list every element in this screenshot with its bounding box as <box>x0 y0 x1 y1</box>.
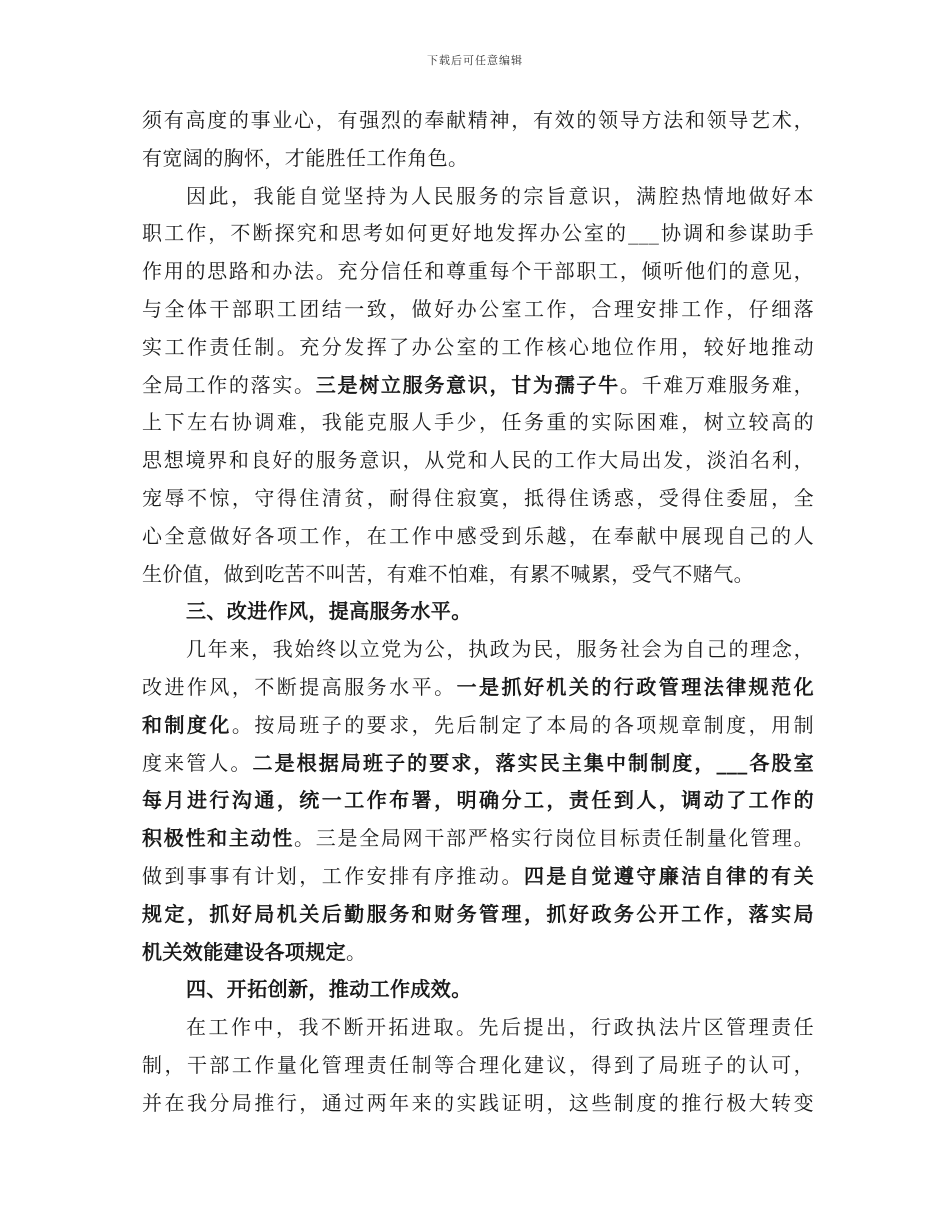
text-segment: 上下左右协调难，我能克服人手少，任务重的实际困难，树立较高的 <box>142 410 814 435</box>
text-line <box>142 329 814 367</box>
text-segment: 。 <box>346 939 367 964</box>
bold-text-segment: 和制度化 <box>142 712 232 737</box>
text-line <box>142 1047 814 1085</box>
text-segment: 制，干部工作量化管理责任制等合理化建议，得到了局班子的认可， <box>142 1052 814 1077</box>
document-body <box>142 102 814 1123</box>
text-line <box>142 1009 814 1047</box>
text-line <box>142 858 814 896</box>
text-line <box>142 934 814 972</box>
text-line <box>142 669 814 707</box>
text-line <box>142 215 814 253</box>
text-line <box>142 1085 814 1123</box>
text-segment: 生价值，做到吃苦不叫苦，有难不怕难，有累不喊累，受气不赌气。 <box>142 561 754 586</box>
text-segment: 作用的思路和办法。充分信任和尊重每个干部职工，倾听他们的意见， <box>142 259 814 284</box>
text-segment: 实工作责任制。充分发挥了办公室的工作核心地位作用，较好地推动 <box>142 334 814 359</box>
text-line <box>142 518 814 556</box>
text-line <box>142 480 814 518</box>
text-segment: 度来管人。 <box>142 750 253 775</box>
text-segment: 。按局班子的要求，先后制定了本局的各项规章制度，用制 <box>231 712 814 737</box>
text-segment: 思想境界和良好的服务意识，从党和人民的工作大局出发，淡泊名利， <box>142 448 814 473</box>
text-segment: 改进作风，不断提高服务水平。 <box>142 674 457 699</box>
text-line <box>142 556 814 594</box>
text-segment: 须有高度的事业心，有强烈的奉献精神，有效的领导方法和领导艺术， <box>142 108 814 132</box>
text-line <box>142 745 814 783</box>
text-segment: 因此，我能自觉坚持为人民服务的宗旨意识，满腔热情地做好本 <box>186 183 814 208</box>
text-segment: 几年来，我始终以立党为公，执政为民，服务社会为自己的理念， <box>186 637 814 662</box>
text-line <box>142 593 814 631</box>
text-segment: 。千难万难服务难， <box>619 372 814 397</box>
bold-text-segment: 四、开拓创新，推动工作成效。 <box>186 977 472 1002</box>
text-segment: 与全体干部职工团结一致，做好办公室工作，合理安排工作，仔细落 <box>142 296 814 321</box>
text-line <box>142 631 814 669</box>
text-segment: 做到事事有计划，工作安排有序推动。 <box>142 863 524 888</box>
text-segment: 全局工作的落实。 <box>142 372 316 397</box>
text-line <box>142 367 814 405</box>
text-segment: 心全意做好各项工作，在工作中感受到乐越，在奉献中展现自己的人 <box>142 523 814 548</box>
text-line <box>142 178 814 216</box>
bold-text-segment: 积极性和主动性 <box>142 826 295 851</box>
bold-text-segment: 规定，抓好局机关后勤服务和财务管理，抓好政务公开工作，落实局 <box>142 901 814 926</box>
text-line <box>142 707 814 745</box>
text-line <box>142 253 814 291</box>
text-line <box>142 404 814 442</box>
bold-text-segment: 一是抓好机关的行政管理法律规范化 <box>456 674 814 699</box>
bold-text-segment: 二是根据局班子的要求，落实民主集中制制度，___各股室 <box>252 750 814 775</box>
text-line <box>142 140 814 178</box>
text-segment: 有宽阔的胸怀，才能胜任工作角色。 <box>142 145 469 170</box>
text-line <box>142 102 814 140</box>
text-segment: 职工作，不断探究和思考如何更好地发挥办公室的___协调和参谋助手 <box>142 221 814 246</box>
text-line <box>142 820 814 858</box>
text-line <box>142 442 814 480</box>
bold-text-segment: 三是树立服务意识，甘为孺子牛 <box>315 372 620 397</box>
text-segment: 在工作中，我不断开拓进取。先后提出，行政执法片区管理责任 <box>186 1015 814 1040</box>
page-header: 下载后可任意编辑 <box>427 54 523 67</box>
text-segment: 宠辱不惊，守得住清贫，耐得住寂寞，抵得住诱惑，受得住委屈，全 <box>142 485 814 510</box>
text-segment: 。三是全局网干部严格实行岗位目标责任制量化管理。 <box>294 826 814 851</box>
bold-text-segment: 四是自觉遵守廉洁自律的有关 <box>523 863 814 888</box>
text-segment: 并在我分局推行，通过两年来的实践证明，这些制度的推行极大转变 <box>142 1090 814 1115</box>
text-line <box>142 896 814 934</box>
text-line <box>142 291 814 329</box>
bold-text-segment: 每月进行沟通，统一工作布署，明确分工，责任到人，调动了工作的 <box>142 788 814 813</box>
bold-text-segment: 机关效能建设各项规定 <box>142 939 346 964</box>
text-line <box>142 971 814 1009</box>
text-line <box>142 782 814 820</box>
bold-text-segment: 三、改进作风，提高服务水平。 <box>186 599 472 624</box>
